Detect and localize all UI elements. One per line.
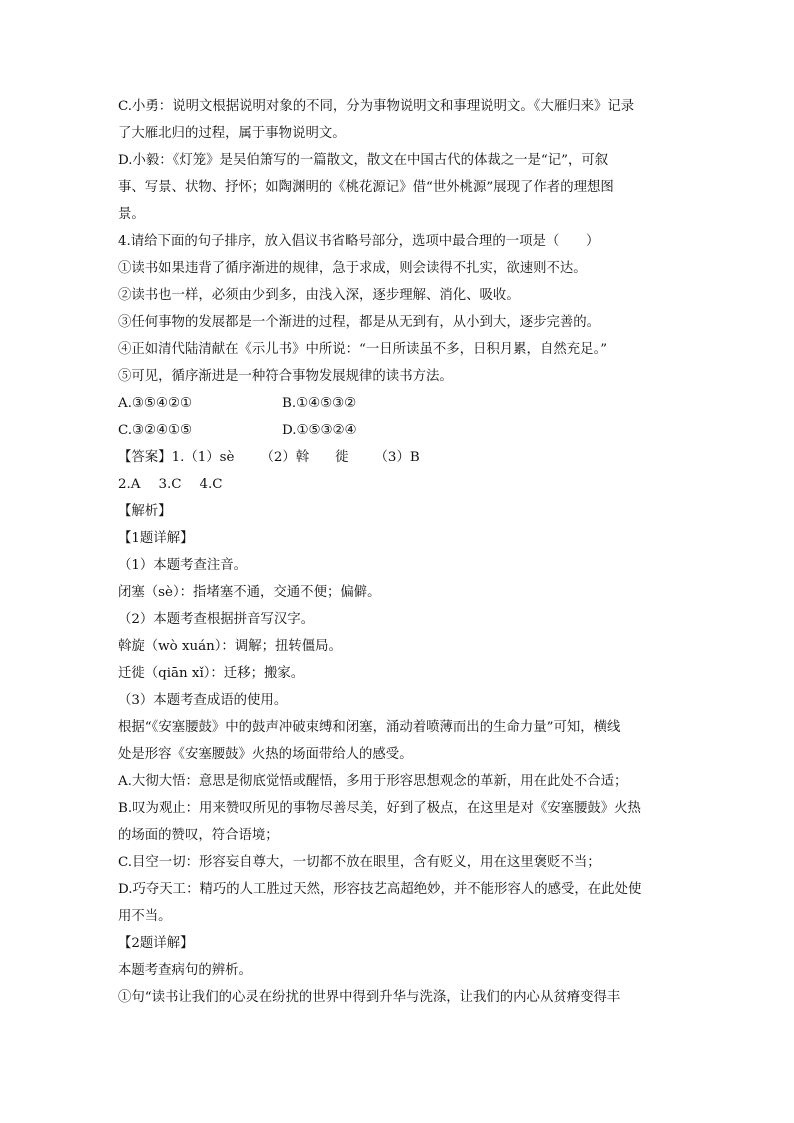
- option-a: A.③⑤④②①: [118, 396, 192, 411]
- text-line: （3）本题考查成语的使用。: [118, 693, 288, 708]
- text-line: 迁徙（qiān xǐ）：迁移；搬家。: [118, 666, 305, 681]
- text-line: C.目空一切：形容妄自尊大，一切都不放在眼里，含有贬义，用在这里褒贬不当；: [118, 855, 601, 870]
- sentence-1: ①读书如果违背了循序渐进的规律，急于求成，则会读得不扎实，欲速则不达。: [118, 261, 587, 276]
- option-c: C.③②④①⑤: [118, 423, 193, 438]
- answer-q4: 4.C: [199, 477, 223, 492]
- text-line: A.大彻大悟：意思是彻底觉悟或醒悟，多用于形容思想观念的革新，用在此处不合适；: [118, 774, 628, 789]
- text-line: D.巧夺天工：精巧的人工胜过天然，形容技艺高超绝妙，并不能形容人的感受，在此处使: [118, 882, 642, 897]
- option-b: B.①④⑤③②: [282, 396, 357, 411]
- text-line: 事、写景、状物、抒怀；如陶渊明的《桃花源记》借“世外桃源”展现了作者的理想图: [118, 180, 614, 195]
- text-line: 的场面的赞叹，符合语境；: [118, 828, 279, 843]
- text-line: 用不当。: [118, 909, 172, 924]
- answer-q1-1: 1.（1）sè: [171, 450, 235, 465]
- text-line: 根据“《安塞腰鼓》中的鼓声冲破束缚和闭塞，涌动着喷薄而出的生命力量”可知，横线: [118, 720, 621, 735]
- question-4-stem: 4.请给下面的句子排序，放入倡议书省略号部分，选项中最合理的一项是（ ）: [118, 234, 600, 249]
- text-line: 闭塞（sè）：指堵塞不通，交通不便；偏僻。: [118, 585, 381, 600]
- document-page: [118, 93, 678, 1011]
- answer-q1-3: （3）B: [374, 450, 420, 465]
- sentence-3: ③任何事物的发展都是一个渐进的过程，都是从无到有，从小到大，逐步完善的。: [118, 315, 601, 330]
- options-row-2: [118, 417, 678, 444]
- text-line: 景。: [118, 207, 145, 222]
- answer-q3: 3.C: [158, 477, 182, 492]
- answer-line-2: [118, 471, 678, 498]
- answer-line-1: [118, 444, 678, 471]
- q1-detail-heading: 【1题详解】: [118, 531, 194, 546]
- text-line: 了大雁北归的过程，属于事物说明文。: [118, 126, 346, 141]
- sentence-5: ⑤可见，循序渐进是一种符合事物发展规律的读书方法。: [118, 369, 453, 384]
- text-line: （2）本题考查根据拼音写汉字。: [118, 612, 314, 627]
- options-row-1: [118, 390, 678, 417]
- sentence-4: ④正如清代陆清献在《示儿书》中所说：“一日所读虽不多，日积月累，自然充足。”: [118, 342, 608, 357]
- text-line: C.小勇：说明文根据说明对象的不同，分为事物说明文和事理说明文。《大雁归来》记录: [118, 99, 635, 114]
- q2-detail-heading: 【2题详解】: [118, 936, 194, 951]
- answer-label: 【答案】: [118, 450, 172, 465]
- option-d: D.①⑤③②④: [282, 423, 357, 438]
- text-line: 本题考查病句的辨析。: [118, 963, 252, 978]
- answer-q1-2b: 徙: [335, 450, 349, 465]
- sentence-2: ②读书也一样，必须由少到多，由浅入深，逐步理解、消化、吸收。: [118, 288, 520, 303]
- text-line: D.小毅：《灯笼》是吴伯箫写的一篇散文，散文在中国古代的体裁之一是“记”，可叙: [118, 153, 609, 168]
- text-line: B.叹为观止：用来赞叹所见的事物尽善尽美，好到了极点，在这里是对《安塞腰鼓》火热: [118, 801, 641, 816]
- text-line: （1）本题考查注音。: [118, 558, 248, 573]
- text-line: 斡旋（wò xuán）：调解；扭转僵局。: [118, 639, 342, 654]
- text-line: 处是形容《安塞腰鼓》火热的场面带给人的感受。: [118, 747, 413, 762]
- analysis-heading: 【解析】: [118, 504, 172, 519]
- answer-q1-2: （2）斡: [260, 450, 310, 465]
- text-line: ①句“读书让我们的心灵在纷扰的世界中得到升华与洗涤，让我们的内心从贫瘠变得丰: [118, 990, 621, 1005]
- answer-q2: 2.A: [118, 477, 141, 492]
